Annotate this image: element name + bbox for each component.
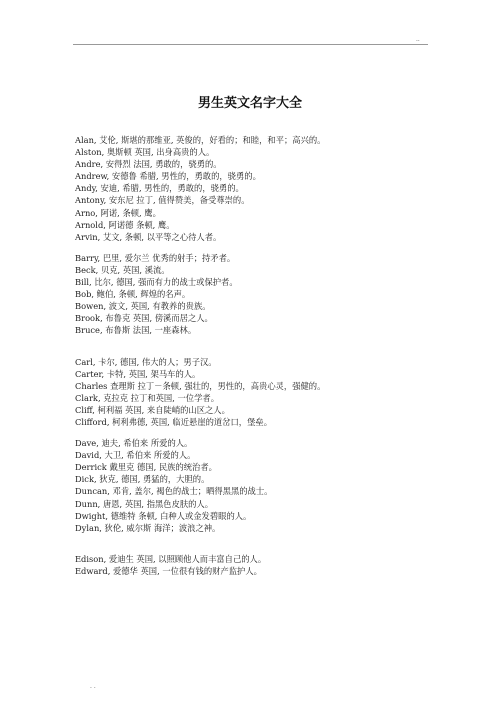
name-entry: Derrick 戴里克 德国, 民族的统治者。 [75, 462, 217, 473]
group-d [75, 437, 435, 534]
group-b [75, 252, 435, 337]
name-entry: Andrew, 安德鲁 希腊, 男性的，勇敢的，骁勇的。 [75, 171, 261, 182]
name-list [75, 134, 435, 586]
name-entry: Alston, 奥斯顿 英国, 出身高贵的人。 [75, 147, 215, 158]
group-c [75, 356, 435, 429]
name-entry: Carl, 卡尔, 德国, 伟大的人；男子汉。 [75, 356, 217, 367]
name-entry: Dylan, 狄伦, 威尔斯 海洋；波浪之神。 [75, 522, 221, 533]
name-entry: Alan, 艾伦, 斯堪的那维亚, 英俊的，好看的；和睦，和平；高兴的。 [75, 135, 326, 145]
group-a [75, 134, 435, 243]
name-entry: Dwight, 德维特 条顿, 白种人或金发碧眼的人。 [75, 510, 252, 521]
name-entry: Clifford, 柯利弗德, 英国, 临近悬崖的道岔口，堡垒。 [75, 416, 272, 427]
name-entry: Andre, 安得烈 法国, 勇敢的，骁勇的。 [75, 159, 222, 170]
name-entry: Charles 查理斯 拉丁－条顿, 强壮的，男性的，高贵心灵，强健的。 [75, 380, 326, 391]
name-entry: Bill, 比尔, 德国, 强而有力的战士或保护者。 [75, 277, 238, 288]
name-entry: Beck, 贝克, 英国, 溪流。 [75, 264, 170, 275]
name-entry: Arno, 阿诺, 条顿, 鹰。 [75, 207, 161, 218]
name-entry: Barry, 巴里, 爱尔兰 优秀的射手；持矛者。 [75, 252, 236, 263]
name-entry: Edward, 爱德华 英国, 一位很有钱的财产监护人。 [75, 565, 262, 576]
name-entry: Andy, 安迪, 希腊, 男性的，勇敢的，骁勇的。 [75, 183, 244, 194]
name-entry: Carter, 卡特, 英国, 架马车的人。 [75, 368, 201, 379]
name-entry: Clark, 克拉克 拉丁和英国, 一位学者。 [75, 392, 219, 403]
name-entry: Dave, 迪夫, 希伯来 所爱的人。 [75, 438, 193, 449]
header-rule [73, 44, 428, 45]
group-e [75, 553, 435, 577]
name-entry: Bruce, 布鲁斯 法国, 一座森林。 [75, 325, 197, 336]
name-entry: Edison, 爱迪生 英国, 以照顾他人而丰富自己的人。 [75, 553, 267, 564]
name-entry: Dunn, 唐恩, 英国, 指黑色皮肤的人。 [75, 498, 214, 509]
name-entry: Duncan, 邓肯, 盖尔, 褐色的战士；晒得黑黑的战士。 [75, 486, 273, 497]
name-entry: Arvin, 艾文, 条顿, 以平等之心待人者。 [75, 231, 222, 242]
name-entry: Bowen, 波文, 英国, 有教养的贵族。 [75, 301, 211, 312]
name-entry: Cliff, 柯利福 英国, 来自陡峭的山区之人。 [75, 404, 230, 415]
name-entry: Brook, 布鲁克 英国, 傍溪而居之人。 [75, 313, 213, 324]
header-mark: .. [416, 36, 420, 43]
name-entry: Bob, 鲍伯, 条顿, 辉煌的名声。 [75, 289, 191, 300]
name-entry: David, 大卫, 希伯来 所爱的人。 [75, 450, 196, 461]
page-title: 男生英文名字大全 [197, 96, 302, 111]
name-entry: Dick, 狄克, 德国, 勇猛的，大胆的。 [75, 474, 210, 485]
name-entry: Antony, 安东尼 拉丁, 值得赞美，备受尊崇的。 [75, 195, 250, 206]
name-entry: Arnold, 阿诺德 条顿, 鹰。 [75, 219, 175, 230]
footer-mark: . . [90, 683, 96, 690]
